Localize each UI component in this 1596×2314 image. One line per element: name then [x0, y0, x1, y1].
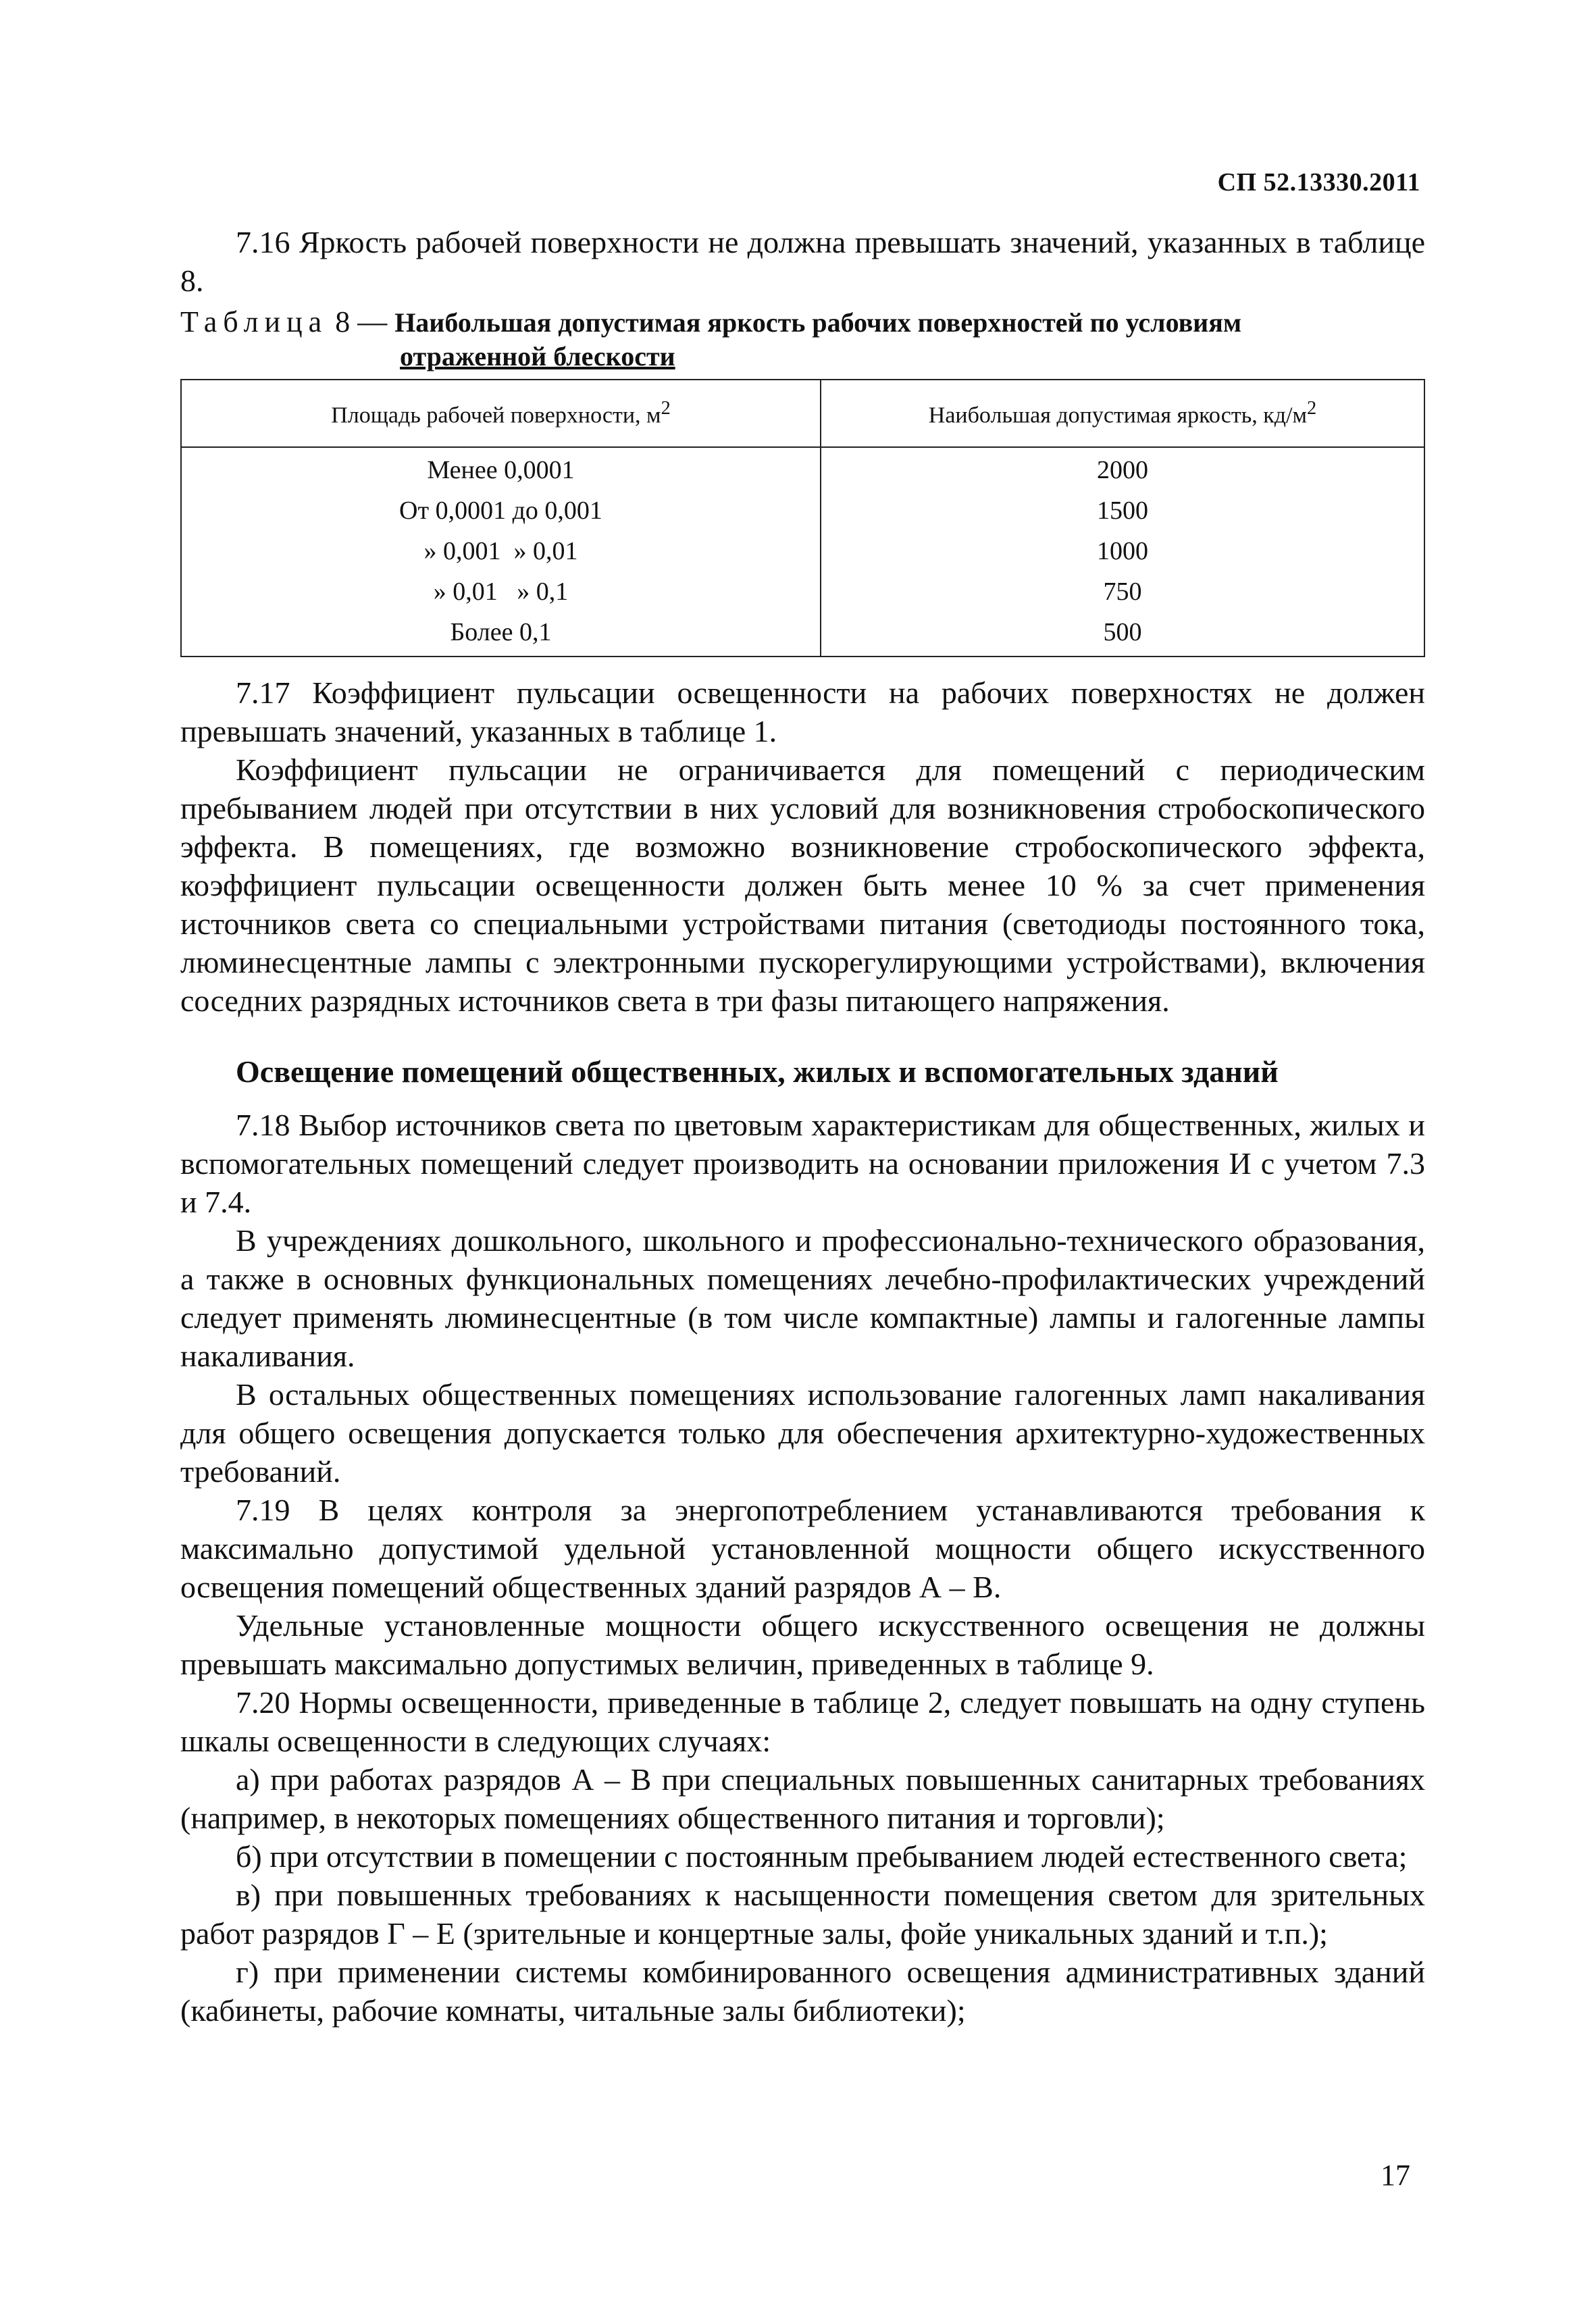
table-row — [181, 612, 1424, 657]
table-row — [181, 447, 1424, 490]
paragraph-7-18-b: В учреждениях дошкольного, школьного и профессионально-технического образования, а также в основных функциональных помещениях лечебно-профилактических учреждений следует применять люминесцентные (в том числе компактные) лампы и галогенные лампы накаливания. — [180, 1223, 1425, 1373]
paragraph-7-17-b: Коэффициент пульсации не ограничивается для помещений с периодическим пребыванием людей при отсутствии в них условий для возникновения стробоскопического эффекта. В помещениях, где возможно возникновение стробоскопического эффекта, коэффициент пульсации освещенности должен быть менее 10 % за счет применения источников света со специальными устройствами питания (светодиоды постоянного тока, люминесцентные лампы с электронными пускорегулирующими устройствами), включения соседних разрядных источников света в три фазы питающего напряжения. — [180, 752, 1425, 1018]
cell-area: » 0,01 » 0,1 — [181, 571, 821, 612]
page-number: 17 — [1381, 2159, 1410, 2192]
page-body — [180, 223, 1425, 2030]
table-number: 8 — [335, 305, 351, 338]
table-8-caption — [180, 305, 1425, 374]
table-label: Таблица — [180, 305, 328, 338]
list-item-b: б) при отсутствии в помещении с постоянным пребыванием людей естественного света; — [236, 1839, 1408, 1874]
table-header-row — [181, 380, 1424, 447]
header-brightness: Наибольшая допустимая яркость, $кд/м^2$ — [821, 380, 1424, 447]
caption-dash: — — [357, 305, 388, 338]
table-row — [181, 531, 1424, 571]
standard-code: СП 52.13330.2011 — [1217, 168, 1420, 197]
table-row — [181, 571, 1424, 612]
table-8 — [180, 379, 1425, 657]
paragraph-7-20: 7.20 Нормы освещенности, приведенные в таблице 2, следует повышать на одну ступень шкалы освещенности в следующих случаях: — [180, 1685, 1425, 1758]
cell-area: » 0,001 » 0,01 — [181, 531, 821, 571]
cell-brightness: 2000 — [821, 447, 1424, 490]
header-area: Площадь рабочей поверхности, $м^2$ — [181, 380, 821, 447]
cell-brightness: 500 — [821, 612, 1424, 657]
list-item-v: в) при повышенных требованиях к насыщенности помещения светом для зрительных работ разрядов Г – Е (зрительные и концертные залы, фойе уникальных зданий и т.п.); — [180, 1878, 1425, 1951]
paragraph-7-18: 7.18 Выбор источников света по цветовым характеристикам для общественных, жилых и вспомогательных помещений следует производить на основании приложения И с учетом 7.3 и 7.4. — [180, 1108, 1425, 1219]
paragraph-7-17: 7.17 Коэффициент пульсации освещенности на рабочих поверхностях не должен превышать значений, указанных в таблице 1. — [180, 675, 1425, 748]
cell-brightness: 1000 — [821, 531, 1424, 571]
list-item-a: а) при работах разрядов А – В при специальных повышенных санитарных требованиях (например, в некоторых помещениях общественного питания и торговли); — [180, 1762, 1425, 1835]
table-row — [181, 490, 1424, 531]
paragraph-7-19-b: Удельные установленные мощности общего искусственного освещения не должны превышать максимально допустимых величин, приведенных в таблице 9. — [180, 1608, 1425, 1681]
cell-area: Менее 0,0001 — [181, 447, 821, 490]
table-title-line2: отраженной блескости — [400, 341, 675, 371]
list-item-g: г) при применении системы комбинированного освещения административных зданий (кабинеты, рабочие комнаты, читальные залы библиотеки); — [180, 1955, 1425, 2028]
paragraph-7-16: 7.16 Яркость рабочей поверхности не должна превышать значений, указанных в таблице 8. — [180, 225, 1425, 298]
cell-brightness: 1500 — [821, 490, 1424, 531]
table-title-line1: Наибольшая допустимая яркость рабочих поверхностей по условиям — [394, 307, 1242, 338]
paragraph-7-19: 7.19 В целях контроля за энергопотреблением устанавливаются требования к максимально допустимой удельной установленной мощности общего искусственного освещения помещений общественных зданий разрядов А – В. — [180, 1493, 1425, 1604]
section-title: Освещение помещений общественных, жилых и вспомогательных зданий — [236, 1054, 1279, 1089]
cell-area: Более 0,1 — [181, 612, 821, 657]
cell-area: От 0,0001 до 0,001 — [181, 490, 821, 531]
cell-brightness: 750 — [821, 571, 1424, 612]
paragraph-7-18-c: В остальных общественных помещениях использование галогенных ламп накаливания для общего освещения допускается только для обеспечения архитектурно-художественных требований. — [180, 1377, 1425, 1489]
